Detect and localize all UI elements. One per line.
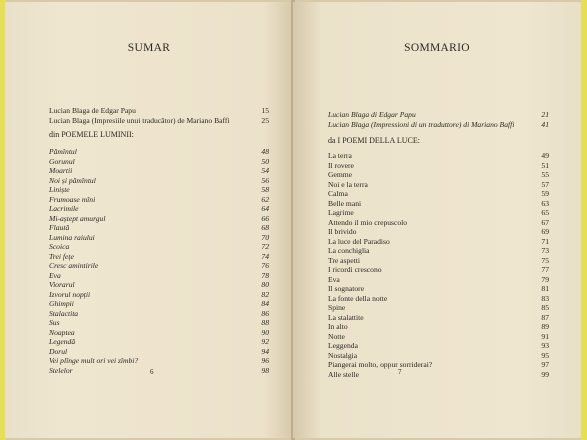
toc-entry: Il rovere 51 xyxy=(328,160,549,170)
left-page-number: 6 xyxy=(150,368,154,376)
toc-entry: Pămîntul 48 xyxy=(49,147,269,156)
toc-entry: Gemme 55 xyxy=(328,170,549,179)
toc-entry: Alle stelle 99 xyxy=(328,369,549,379)
right-page-number: 7 xyxy=(398,368,402,376)
right-page xyxy=(293,2,581,438)
left-poem-list xyxy=(49,147,269,375)
left-section-heading: din POEMELE LUMINII: xyxy=(49,130,134,139)
toc-entry: Calma 59 xyxy=(328,189,549,198)
toc-entry: Attendo il mio crepuscolo 67 xyxy=(328,217,549,227)
toc-entry: I ricordi crescono 77 xyxy=(328,265,549,274)
toc-entry: Noi și pămîntul 56 xyxy=(49,175,269,185)
toc-entry: La luce del Paradiso 71 xyxy=(328,236,549,246)
toc-entry: Dorul 94 xyxy=(49,346,269,356)
toc-entry: Flaută 68 xyxy=(49,223,269,232)
toc-entry: Leggenda 93 xyxy=(328,341,549,350)
toc-entry: Eva 79 xyxy=(328,274,549,284)
toc-entry: La fonte della notte 83 xyxy=(328,293,549,303)
left-page-title: SUMAR xyxy=(127,42,171,54)
toc-entry: Lucian Blaga (Impresiile unui traducător) de Mariano Baffi 25 xyxy=(49,115,269,125)
toc-entry: Lumina raiului 70 xyxy=(49,232,269,242)
toc-entry: Mi-aștept amurgul 66 xyxy=(49,213,269,223)
toc-entry: Ghimpii 84 xyxy=(49,299,269,308)
left-page xyxy=(5,2,293,438)
left-intro-list xyxy=(49,106,269,125)
toc-entry: Notte 91 xyxy=(328,331,549,341)
toc-entry: Noaptea 90 xyxy=(49,327,269,337)
toc-entry: Sus 88 xyxy=(49,318,269,327)
toc-entry: Gorunul 50 xyxy=(49,156,269,166)
toc-entry: La conchiglia 73 xyxy=(328,246,549,255)
toc-entry: Spine 85 xyxy=(328,303,549,312)
toc-entry: Vei plînge mult ori vei zîmbi? 96 xyxy=(49,356,269,365)
toc-entry: Lucian Blaga de Edgar Papu 15 xyxy=(49,106,269,115)
yellow-book-edge-right xyxy=(581,0,587,440)
toc-entry: Lucian Blaga di Edgar Papu 21 xyxy=(328,110,549,119)
toc-entry: Stelelor 98 xyxy=(49,365,269,375)
toc-entry: La terra 49 xyxy=(328,151,549,160)
toc-entry: Lagrime 65 xyxy=(328,208,549,217)
toc-entry: Trei fețe 74 xyxy=(49,251,269,261)
right-poem-list xyxy=(328,151,549,379)
toc-entry: In alto 89 xyxy=(328,322,549,331)
toc-entry: Tre aspetti 75 xyxy=(328,255,549,265)
toc-entry: Belle mani 63 xyxy=(328,198,549,208)
toc-entry: Scoica 72 xyxy=(49,242,269,251)
toc-entry: La stalattite 87 xyxy=(328,312,549,322)
toc-entry: Nostalgia 95 xyxy=(328,350,549,360)
toc-entry: Frumoase mîni 62 xyxy=(49,194,269,204)
toc-entry: Eva 78 xyxy=(49,270,269,280)
toc-entry: Noi e la terra 57 xyxy=(328,179,549,189)
toc-entry: Piangerai molto, oppur sorriderai? 97 xyxy=(328,360,549,369)
toc-entry: Izvorul nopții 82 xyxy=(49,289,269,299)
right-intro-list xyxy=(328,110,549,129)
toc-entry: Liniște 58 xyxy=(49,185,269,194)
toc-entry: Il brivido 69 xyxy=(328,227,549,236)
toc-entry: Il sognatore 81 xyxy=(328,284,549,293)
toc-entry: Viorarul 80 xyxy=(49,280,269,289)
toc-entry: Lacrimile 64 xyxy=(49,204,269,213)
right-section-heading: da I POEMI DELLA LUCE: xyxy=(328,136,420,145)
toc-entry: Moartii 54 xyxy=(49,166,269,175)
toc-entry: Lucian Blaga (Impressioni di un traduttore) di Mariano Baffi 41 xyxy=(328,119,549,129)
toc-entry: Stalactita 86 xyxy=(49,308,269,318)
right-page-title: SOMMARIO xyxy=(404,42,470,54)
toc-entry: Cresc amintirile 76 xyxy=(49,261,269,270)
toc-entry: Legendă 92 xyxy=(49,337,269,346)
